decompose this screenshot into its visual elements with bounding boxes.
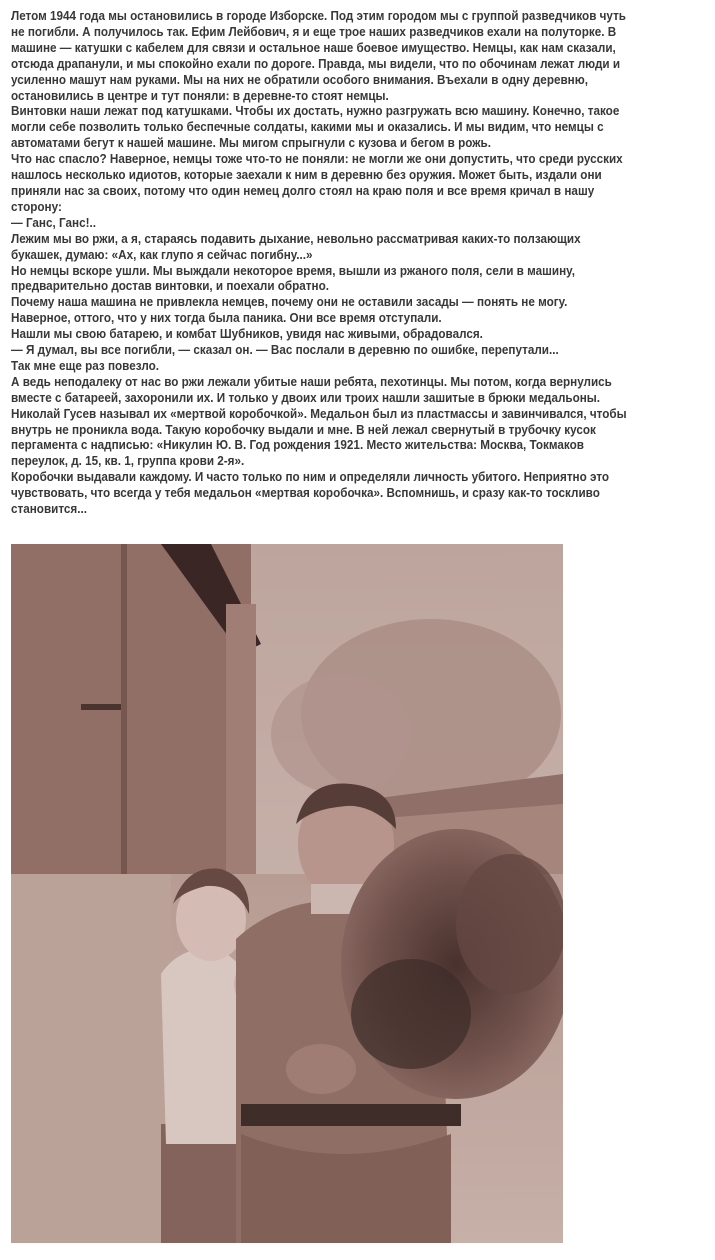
article-line: Почему наша машина не привлекла немцев, почему они не оставили засады — понять не могу. (11, 294, 568, 310)
article-line: Винтовки наши лежат под катушками. Чтобы их достать, нужно разгружать всю машину. Конечно, такое (11, 103, 620, 119)
article-line: остановились в центре и тут поняли: в деревне-то стоят немцы. (11, 87, 389, 103)
article-line: Лежим мы во ржи, а я, стараясь подавить дыхание, невольно рассматривая каких-то ползающих (11, 230, 581, 246)
article-line: могли себе позволить только беспечные солдаты, какими мы и оказались. И мы видим, что немцы с (11, 119, 604, 135)
article-line: А ведь неподалеку от нас во ржи лежали убитые наши ребята, пехотинцы. Мы потом, когда вернулись (11, 373, 612, 389)
article-line: Летом 1944 года мы остановились в городе Изборске. Под этим городом мы с группой разведчиков чуть (11, 8, 627, 23)
article-line: Коробочки выдавали каждому. И часто только по ним и определяли личность убитого. Неприятно это (11, 469, 610, 485)
article-line: пергамента с надписью: «Никулин Ю. В. Год рождения 1921. Место жительства: Москва, Токмаков (11, 437, 584, 453)
article-line: вместе с батареей, захоронили их. И только у двоих или троих нашли зашитые в брюки медальоны. (11, 389, 601, 405)
article-line: отсюда драпанули, и мы спокойно ехали по дороге. Правда, мы видели, что по обочинам лежат люди и (11, 55, 621, 71)
article-line: сторону: (11, 198, 62, 214)
article-line: Но немцы вскоре ушли. Мы выждали некоторое время, вышли из ржаного поля, сели в машину, (11, 262, 576, 278)
article-line: — Ганс, Ганс!.. (11, 214, 96, 230)
article-line: автоматами бегут к нашей машине. Мы мигом спрыгнули с кузова и бегом в рожь. (11, 135, 491, 151)
sepia-photo (11, 544, 563, 1243)
article-line: чувствовать, что всегда у тебя медальон «мертвая коробочка». Вспомнишь, и сразу как-то тоскливо (11, 485, 600, 501)
article-lines (11, 8, 711, 517)
article-line: усиленно машут нам руками. Мы на них не обратили особого внимания. Въехали в одну деревню, (11, 71, 588, 87)
article-line: Николай Гусев называл их «мертвой коробочкой». Медальон был из пластмассы и завинчивался, чтобы (11, 405, 627, 421)
article-line: становится... (11, 501, 88, 517)
article-line: машине — катушки с кабелем для связи и остальное наше боевое имущество. Немцы, как нам сказали, (11, 39, 616, 55)
article-line: Наверное, оттого, что у них тогда была паника. Они все время отступали. (11, 310, 442, 326)
photo-illustration (11, 544, 563, 1243)
article-line: предварительно достав винтовки, и поехали обратно. (11, 278, 330, 294)
article-line: не погибли. А получилось так. Ефим Лейбович, я и еще трое наших разведчиков ехали на полуторке. В (11, 23, 617, 39)
article-line: переулок, д. 15, кв. 1, группа крови 2-я». (11, 453, 245, 469)
article-line: внутрь не проникла вода. Такую коробочку выдали и мне. В ней лежал свернутый в трубочку кусок (11, 421, 596, 437)
article-line: нашлось несколько идиотов, которые заехали к ним в деревню без оружия. Может быть, издали они (11, 167, 602, 183)
article-line: Нашли мы свою батарею, и комбат Шубников, увидя нас живыми, обрадовался. (11, 326, 483, 342)
article-line: букашек, думаю: «Ах, как глупо я сейчас погибну...» (11, 246, 313, 262)
article-line: Так мне еще раз повезло. (11, 357, 160, 373)
article-line: Что нас спасло? Наверное, немцы тоже что-то не поняли: не могли же они допустить, что среди русских (11, 151, 623, 167)
article-line: приняли нас за своих, потому что один немец долго стоял на краю поля и все время кричал в нашу (11, 182, 595, 198)
article-text (11, 8, 711, 517)
article-line: — Я думал, вы все погибли, — сказал он. — Вас послали в деревню по ошибке, перепутали... (11, 342, 559, 358)
